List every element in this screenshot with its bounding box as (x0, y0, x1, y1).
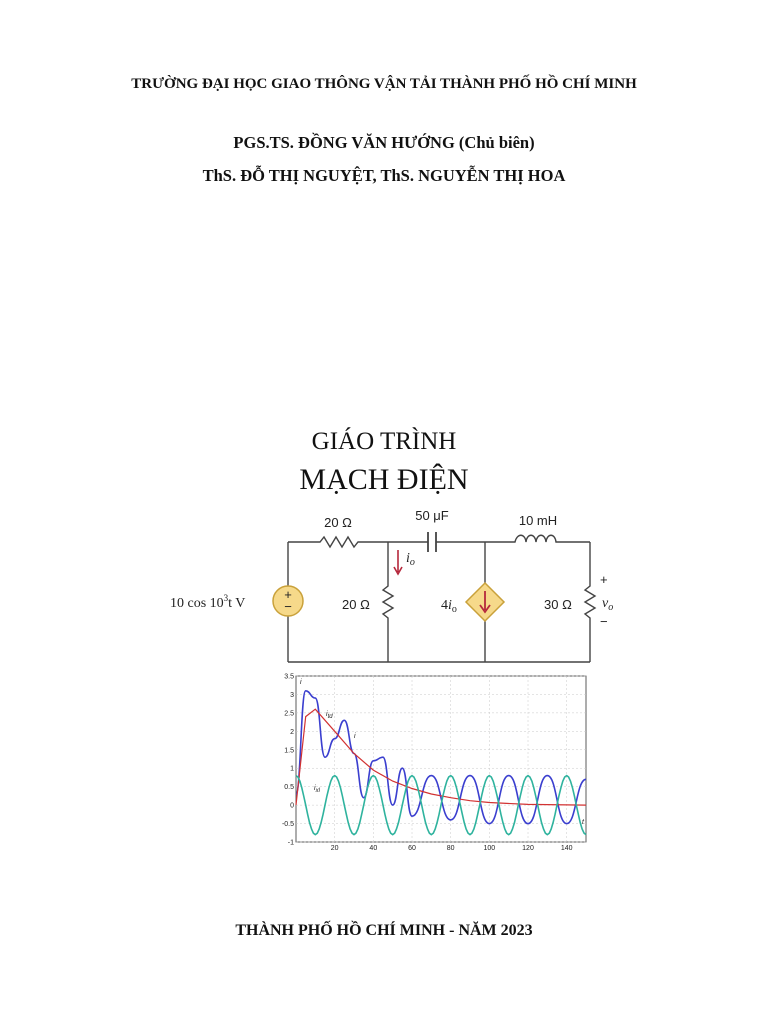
y-tick-label: 2.5 (284, 710, 294, 718)
x-tick-label: 100 (483, 845, 496, 852)
capacitor-label: 50 μF (415, 508, 449, 523)
book-title-line-1: GIÁO TRÌNH (311, 428, 457, 455)
y-tick-label: -0.5 (282, 821, 294, 829)
source-plus-sign: + (284, 587, 292, 602)
x-tick-label: 20 (330, 845, 339, 852)
y-tick-label: 1.5 (284, 747, 294, 755)
author-line-1: PGS.TS. ĐỒNG VĂN HƯỚNG (Chủ biên) (233, 133, 535, 152)
book-title-line-2: MẠCH ĐIỆN (299, 463, 469, 496)
y-tick-label: 0 (290, 802, 294, 810)
dependent-source-label: $4i_o$ (441, 598, 457, 615)
y-tick-label: 2 (290, 728, 294, 736)
y-tick-label: 3 (290, 691, 294, 699)
resistor-3-label: 30 Ω (544, 597, 572, 612)
io-label: $i_o$ (406, 551, 415, 568)
x-end-label: t (582, 819, 584, 826)
series-label-i: i (354, 733, 356, 740)
x-tick-labels (331, 845, 573, 852)
source-label: 10 $\cos 10^3t$ V (170, 593, 246, 611)
series-label-itd: itd (326, 711, 333, 720)
footer-place-year: THÀNH PHỐ HỒ CHÍ MINH - NĂM 2023 (235, 922, 533, 939)
series-label-ixl: ixl (314, 785, 320, 794)
x-tick-label: 40 (369, 845, 378, 852)
resistor-1-label: 20 Ω (324, 515, 352, 530)
vo-plus-sign: + (600, 572, 608, 587)
circuit-diagram (160, 500, 620, 670)
io-arrow-icon (394, 550, 402, 574)
inductor-label: 10 mH (518, 513, 558, 528)
y-tick-label: 1 (290, 765, 294, 773)
vo-minus-sign: − (600, 614, 608, 629)
author-line-2: ThS. ĐỖ THỊ NGUYỆT, ThS. NGUYỄN THỊ HOA (202, 166, 566, 185)
x-tick-label: 80 (446, 845, 455, 852)
y-tick-label: 0.5 (284, 784, 294, 792)
corner-label: i (300, 679, 302, 686)
y-tick-labels (282, 674, 294, 847)
plot-frame (296, 676, 586, 842)
waveform-chart (282, 672, 592, 854)
resistor-2-label: 20 Ω (342, 597, 370, 612)
source-minus-sign: − (284, 599, 292, 614)
x-tick-label: 140 (560, 845, 573, 852)
x-tick-label: 120 (522, 845, 534, 852)
y-tick-label: -1 (287, 839, 294, 847)
x-tick-label: 60 (408, 845, 416, 852)
university-name: TRƯỜNG ĐẠI HỌC GIAO THÔNG VẬN TẢI THÀNH PHỐ HỒ CHÍ MINH (131, 76, 637, 92)
y-tick-label: 3.5 (284, 673, 294, 681)
vo-label: $v_o$ (602, 596, 614, 613)
